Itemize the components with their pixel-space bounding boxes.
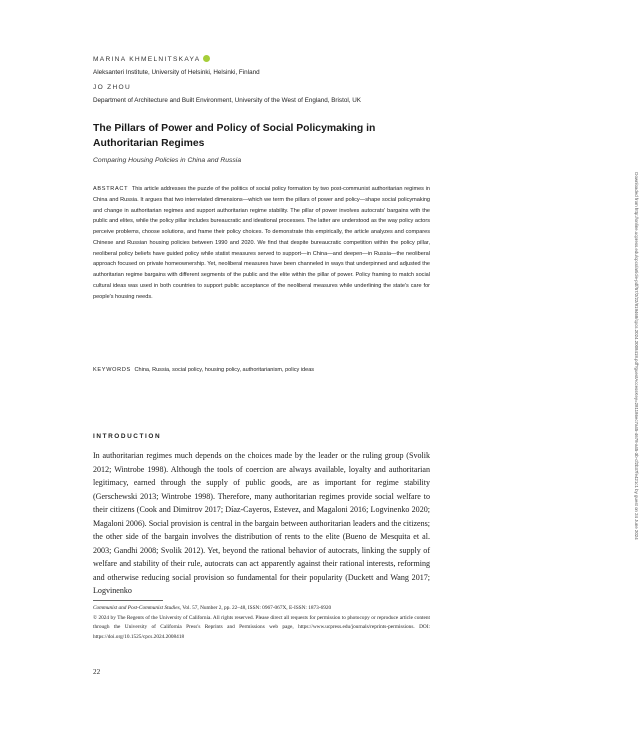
footnote-journal-name: Communist and Post-Communist Studies xyxy=(93,605,180,611)
keywords xyxy=(93,367,430,373)
author-affiliation-1: Aleksanteri Institute, University of Helsinki, Helsinki, Finland xyxy=(93,69,260,76)
footnote-divider xyxy=(93,600,163,601)
footnote xyxy=(93,604,430,642)
author-name-2: JO ZHOU xyxy=(93,84,132,91)
download-watermark: Downloaded from http://online.ucpress.edu/cpcs/article-pdf/57/2/22/819468/cpcs.2024.2008418.pdf?guestAccessKey=281186ec7a45-4678-a45-3b-cf2b37fe421c1 by guest on 24 June 2024 xyxy=(634,172,639,540)
abstract xyxy=(93,184,430,302)
orcid-icon[interactable] xyxy=(203,55,210,62)
body-paragraph: In authoritarian regimes much depends on the choices made by the leader or the ruling group (Svolik 2012; Wintrobe 1998). Although the tools of coercion are always available, loyalty and authoritarian legitimacy, earned through the supply of public goods, are as important for regime stability (Gerschewski 2013; Wintrobe 1998). Therefore, many authoritarian regimes provide social welfare to their citizens (Cook and Dimitrov 2017; Díaz-Cayeros, Estevez, and Magaloni 2016; Logvinenko 2020; Magaloni 2006). Social provision is central in the bargain between authoritarian leaders and the citizens; the other side of the bargain involves the distribution of rents to the elite (Bueno de Mesquita et al. 2003; Gandhi 2008; Svolik 2012). Yet, beyond the rational behavior of autocrats, linking the supply of welfare and stability of their rule, autocrats can act apparently against their rational interests, reforming and otherwise reducing social provision so fundamental for their popularity (Duckett and Wang 2017; Logvinenko xyxy=(93,451,430,596)
footnote-copyright: © 2024 by The Regents of the University of California. All rights reserved. Please direct all requests for permission to photocopy or reproduce article content through the University of California Press's Reprints and Permissions web page, https://www.ucpress.edu/journals/reprints-permissions. DOI: https://doi.org/10.1525/cpcs.2024.2008418 xyxy=(93,614,430,640)
article-title: The Pillars of Power and Policy of Social Policymaking in Authoritarian Regimes xyxy=(93,123,376,149)
section-heading: INTRODUCTION xyxy=(93,433,162,440)
author-affiliation-2: Department of Architecture and Built Environment, University of the West of England, Bristol, UK xyxy=(93,97,361,104)
keywords-label: KEYWORDS xyxy=(93,367,131,373)
abstract-text: This article addresses the puzzle of the politics of social policy formation by two post-communist authoritarian regimes in China and Russia. It argues that two interrelated dimensions—which we term the pillars of power and policy—shape social policymaking and change in authoritarian regimes and support authoritarian regime stability. The pillar of power involves autocrats' bargains with the public and elites, while the policy pillar includes bureaucratic and ideational processes. The latter are understood as the way policy actors perceive problems, choose solutions, and frame their policy choices. To demonstrate this empirically, the article analyzes and compares Chinese and Russian housing policies between 1990 and 2020. We find that despite bureaucratic competition within the policy pillar, neoliberal policy beliefs have guided policy while statist measures served to support—in China—and deepen—in Russia—the neoliberal approach focused on private homeownership. Yet, neoliberal measures have been channeled in ways that underpinned and adjusted the authoritarian regime bargains with different segments of the public and the elite within the pillar of power. Policy framing to match social cultural ideas was used in both countries to support public acceptance of the neoliberal measures while underlining the state's care for people's housing needs. xyxy=(93,186,430,300)
author-name-1 xyxy=(93,55,210,63)
abstract-label: ABSTRACT xyxy=(93,186,129,192)
author-name-1-text: MARINA KHMELNITSKAYA xyxy=(93,56,201,63)
keywords-text: China, Russia, social policy, housing policy, authoritarianism, policy ideas xyxy=(134,367,315,373)
footnote-citation: , Vol. 57, Number 2, pp. 22–48, ISSN: 0967-067X, E-ISSN: 1873-6920 xyxy=(179,605,332,611)
page-number: 22 xyxy=(93,668,101,676)
article-subtitle: Comparing Housing Policies in China and Russia xyxy=(93,157,242,164)
